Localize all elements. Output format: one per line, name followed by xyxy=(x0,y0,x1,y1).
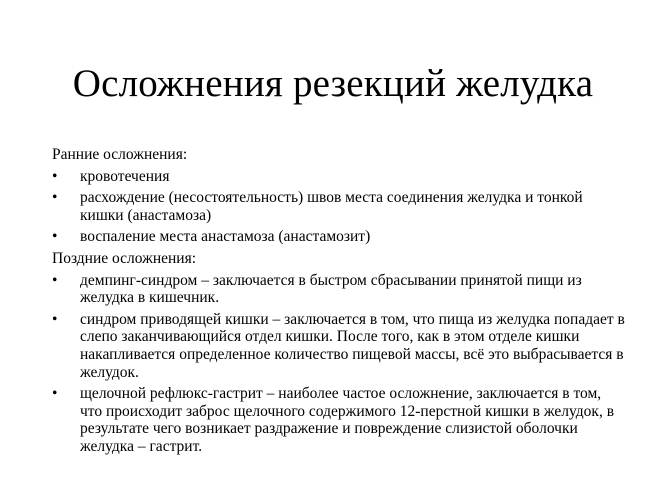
bullet-icon: • xyxy=(52,271,58,289)
list-item xyxy=(52,311,627,381)
list-item xyxy=(52,168,627,186)
list-item-text: расхождение (несостоятельность) швов места соединения желудка и тонкой кишки (анастамоза) xyxy=(80,189,583,224)
bullet-icon: • xyxy=(52,228,58,246)
list-item xyxy=(52,385,627,455)
list-item-text: синдром приводящей кишки – заключается в том, что пища из желудка попадает в слепо заканчивающийся отдел кишки. После того, как в этом отделе кишки накапливается определенное количество пищевой массы, всё это выбрасывается в желудок. xyxy=(80,310,625,381)
bullet-icon: • xyxy=(52,167,58,185)
list-item-text: демпинг-синдром – заключается в быстром сбрасывании принятой пищи из желудка в кишечник. xyxy=(80,271,582,307)
late-complications-list xyxy=(52,272,627,456)
slide-title: Осложнения резекций желудка xyxy=(72,62,594,105)
bullet-icon: • xyxy=(52,385,58,403)
early-complications-list xyxy=(52,168,627,246)
section-heading-late: Поздние осложнения: xyxy=(52,249,197,267)
list-item xyxy=(52,189,627,224)
list-item xyxy=(52,272,627,307)
bullet-icon: • xyxy=(52,189,58,207)
bullet-icon: • xyxy=(52,310,58,328)
slide-content xyxy=(52,146,627,460)
section-heading-early: Ранние осложнения: xyxy=(52,146,188,163)
list-item-text: щелочной рефлюкс-гастрит – наиболее частое осложнение, заключается в том, что происходит заброс щелочного содержимого 12-перстной кишки в желудок, в результате чего возникает раздражение и повреждение слизистой оболочки желудка – гастрит. xyxy=(80,385,615,455)
list-item-text: кровотечения xyxy=(80,167,170,185)
list-item xyxy=(52,228,627,246)
list-item-text: воспаление места анастамоза (анастамозит) xyxy=(80,228,371,246)
